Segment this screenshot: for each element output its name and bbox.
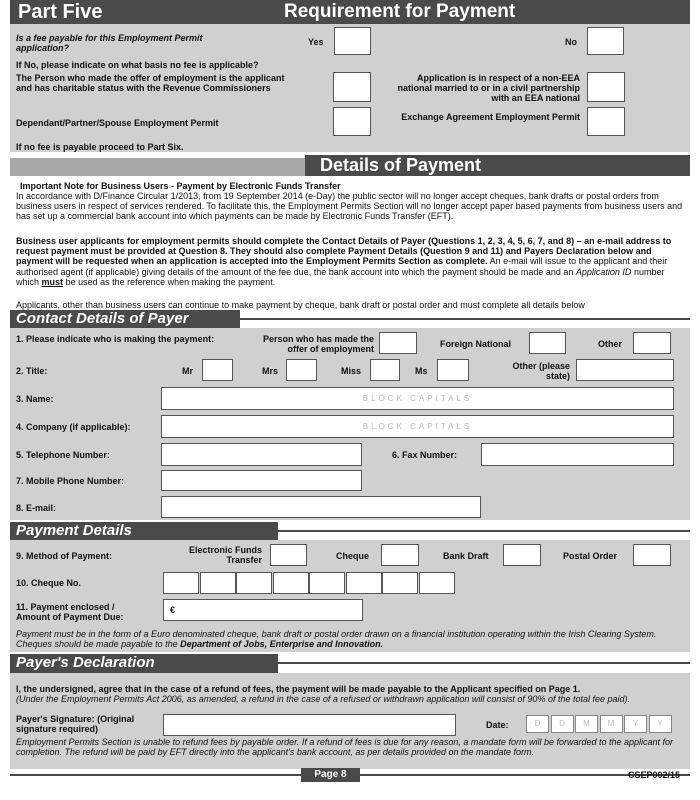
fee-question: Is a fee payable for this Employment Permit application? bbox=[16, 33, 203, 53]
q11-label: 11. Payment enclosed / Amount of Payment Due: bbox=[16, 602, 124, 622]
details-header bbox=[305, 155, 690, 176]
euro-symbol: € bbox=[170, 605, 176, 615]
q6-label: 6. Fax Number: bbox=[392, 450, 458, 460]
business-users-rest-3: be used as the reference when making the payment. bbox=[65, 276, 276, 287]
page-number: Page 8 bbox=[301, 768, 360, 782]
ms-label: Ms bbox=[415, 366, 428, 376]
business-users-rest-2: number which bbox=[16, 266, 665, 287]
q1-offer-label: Person who has made the offer of employment bbox=[262, 334, 374, 354]
q1-label: 1. Please indicate who is making the payment: bbox=[16, 334, 215, 344]
if-no-label: If No, please indicate on what basis no fee is applicable? bbox=[16, 60, 259, 70]
signature-input[interactable] bbox=[163, 714, 456, 736]
eft-label: Electronic Funds Transfer bbox=[188, 545, 262, 565]
mrs-label: Mrs bbox=[262, 366, 279, 376]
payment-header-rule bbox=[278, 530, 690, 532]
date-cell[interactable]: M bbox=[600, 715, 623, 733]
title-ms-checkbox[interactable] bbox=[437, 359, 469, 381]
q7-label: 7. Mobile Phone Number: bbox=[16, 476, 125, 486]
declaration-refund-italic: (Under the Employment Permits Act 2006, as amended, a refund in the case of a refused or withdrawn application will consist of 90% of the total fee paid). bbox=[16, 694, 630, 704]
q10-label: 10. Cheque No. bbox=[16, 578, 82, 588]
business-users-text bbox=[16, 236, 688, 287]
fee-yes-checkbox[interactable] bbox=[334, 27, 371, 55]
postal-order-label: Postal Order bbox=[563, 551, 618, 561]
cheque-digit-cell[interactable] bbox=[163, 572, 199, 594]
basis-charitable-checkbox[interactable] bbox=[333, 72, 371, 102]
basis-exchange-checkbox[interactable] bbox=[587, 107, 625, 136]
payment-note-text: Payment must be in the form of a Euro denominated cheque, bank draft or postal order drawn on a financial institution operating within the Irish Clearing System. Cheques should be made payable to the bbox=[16, 629, 657, 650]
q5-label: 5. Telephone Number: bbox=[16, 450, 110, 460]
date-cell[interactable]: Y bbox=[649, 715, 672, 733]
details-title: Details of Payment bbox=[320, 155, 482, 175]
method-bank-draft-checkbox[interactable] bbox=[503, 544, 541, 566]
basis-charitable-label: The Person who made the offer of employment is the applicant and has charitable status with the Revenue Commissioners bbox=[16, 73, 285, 93]
basis-dependant-checkbox[interactable] bbox=[333, 107, 371, 136]
method-postal-order-checkbox[interactable] bbox=[633, 544, 671, 566]
q1-other-checkbox[interactable] bbox=[633, 332, 671, 354]
no-label: No bbox=[565, 37, 577, 47]
q4-label: 4. Company (if applicable): bbox=[16, 422, 131, 432]
declaration-text: I, the undersigned, agree that in the case of a refund of fees, the payment will be made payable to the Applicant specified on Page 1. bbox=[16, 684, 581, 694]
title-mr-checkbox[interactable] bbox=[202, 359, 233, 381]
q1-offer-checkbox[interactable] bbox=[379, 332, 417, 354]
mr-label: Mr bbox=[182, 366, 193, 376]
miss-label: Miss bbox=[341, 366, 362, 376]
q1-foreign-checkbox[interactable] bbox=[529, 332, 566, 354]
mobile-input[interactable] bbox=[161, 470, 362, 491]
contact-title: Contact Details of Payer bbox=[16, 310, 189, 327]
q2-label: 2. Title: bbox=[16, 366, 48, 376]
cheque-digit-cell[interactable] bbox=[200, 572, 236, 594]
cheque-digit-cell[interactable] bbox=[382, 572, 418, 594]
other-applicants-text: Applicants, other than business users can continue to make payment by cheque, bank draft or postal order and must complete all details below bbox=[16, 300, 585, 310]
title-mrs-checkbox[interactable] bbox=[286, 359, 317, 381]
no-fee-note: If no fee is payable proceed to Part Six. bbox=[16, 142, 184, 152]
amount-input[interactable] bbox=[163, 599, 363, 621]
business-users-rest-1: An e-mail will issue to the applicant and their authorised agent (if applicable) giving details of the amount of the fee due, the bank account into which the payment should be made and an bbox=[16, 256, 668, 277]
business-users-bold: Business user applicants for employment permits should complete the Contact Details of Payer (Questions 1, 2, 3, 4, 5, 6, 7, and 8) – an e-mail address to request payment must be provided at Question 8. They should also complete Payment Details (Question 9 and 11) and Payers Declaration below and payment will be requested when an application is accepted into the Employment Permits Section as complete. bbox=[16, 236, 672, 267]
date-cell[interactable]: D bbox=[551, 715, 574, 733]
part-five-header bbox=[10, 0, 690, 24]
payment-note bbox=[16, 629, 688, 649]
date-cell[interactable]: M bbox=[575, 715, 598, 733]
basis-eea-spouse-checkbox[interactable] bbox=[587, 72, 625, 102]
basis-eea-spouse-label: Application is in respect of a non-EEA national married to or in a civil partnership with an EEA national bbox=[397, 73, 580, 103]
date-cell[interactable]: Y bbox=[624, 715, 647, 733]
method-cheque-checkbox[interactable] bbox=[381, 544, 419, 566]
form-code: CSEP002/15 bbox=[628, 770, 681, 780]
cheque-label: Cheque bbox=[336, 551, 370, 561]
cheque-digit-cell[interactable] bbox=[309, 572, 345, 594]
method-eft-checkbox[interactable] bbox=[270, 544, 307, 566]
fax-input[interactable] bbox=[481, 443, 674, 466]
cheque-digit-cell[interactable] bbox=[346, 572, 382, 594]
business-users-must: must bbox=[41, 276, 64, 287]
payment-title: Payment Details bbox=[16, 522, 132, 539]
refund-note: Employment Permits Section is unable to refund fees by payable order. If a refund of fees is due for any reason, a mandate form will be forwarded to the applicant for completion. The refund will be paid by EFT directly into the applicant's bank account, as per details provided on the mandate form. bbox=[16, 737, 674, 758]
company-input[interactable]: BLOCK CAPITALS bbox=[161, 415, 674, 438]
payment-note-dept: Department of Jobs, Enterprise and Innovation. bbox=[180, 639, 384, 650]
q8-label: 8. E-mail: bbox=[16, 503, 57, 513]
title-other-input[interactable] bbox=[576, 359, 674, 381]
bank-draft-label: Bank Draft bbox=[443, 551, 489, 561]
title-miss-checkbox[interactable] bbox=[370, 359, 400, 381]
name-input[interactable]: BLOCK CAPITALS bbox=[161, 387, 674, 410]
basis-dependant-label: Dependant/Partner/Spouse Employment Permit bbox=[16, 118, 219, 128]
eft-note-body: In accordance with D/Finance Circular 1/2013, from 19 September 2014 (e-Day) the public sector will no longer accept cheques, bank drafts or postal orders from business users in respect of services rendered. To facilitate this, the Employment Permits Section will no longer accept paper based payments from business users and has set up a commercial bank account into which payments can be made by Electronic Funds Transfer (EFT). bbox=[16, 191, 683, 222]
part-title: Requirement for Payment bbox=[284, 1, 516, 22]
signature-label: Payer's Signature: (Original signature required) bbox=[16, 714, 135, 734]
basis-exchange-label: Exchange Agreement Employment Permit bbox=[401, 112, 580, 122]
yes-label: Yes bbox=[308, 37, 324, 47]
q1-foreign-label: Foreign National bbox=[440, 339, 512, 349]
cheque-digit-cell[interactable] bbox=[273, 572, 309, 594]
declaration-header-rule bbox=[278, 662, 690, 664]
other-state-label: Other (please state) bbox=[512, 361, 570, 381]
cheque-digit-cell[interactable] bbox=[236, 572, 272, 594]
part-label: Part Five bbox=[18, 1, 103, 23]
q1-other-label: Other bbox=[598, 339, 623, 349]
email-input[interactable] bbox=[161, 496, 481, 518]
contact-header-rule bbox=[240, 318, 690, 320]
business-users-app-id: Application ID bbox=[575, 266, 632, 277]
date-cell[interactable]: D bbox=[526, 715, 549, 733]
date-label: Date: bbox=[486, 720, 509, 730]
details-header-left bbox=[10, 158, 305, 176]
eft-note-heading: Important Note for Business Users - Payment by Electronic Funds Transfer bbox=[20, 181, 341, 191]
q9-label: 9. Method of Payment: bbox=[16, 551, 113, 561]
declaration-title: Payer's Declaration bbox=[16, 654, 155, 671]
q3-label: 3. Name: bbox=[16, 394, 54, 404]
fee-no-checkbox[interactable] bbox=[587, 27, 624, 55]
cheque-digit-cell[interactable] bbox=[419, 572, 455, 594]
telephone-input[interactable] bbox=[161, 443, 362, 466]
